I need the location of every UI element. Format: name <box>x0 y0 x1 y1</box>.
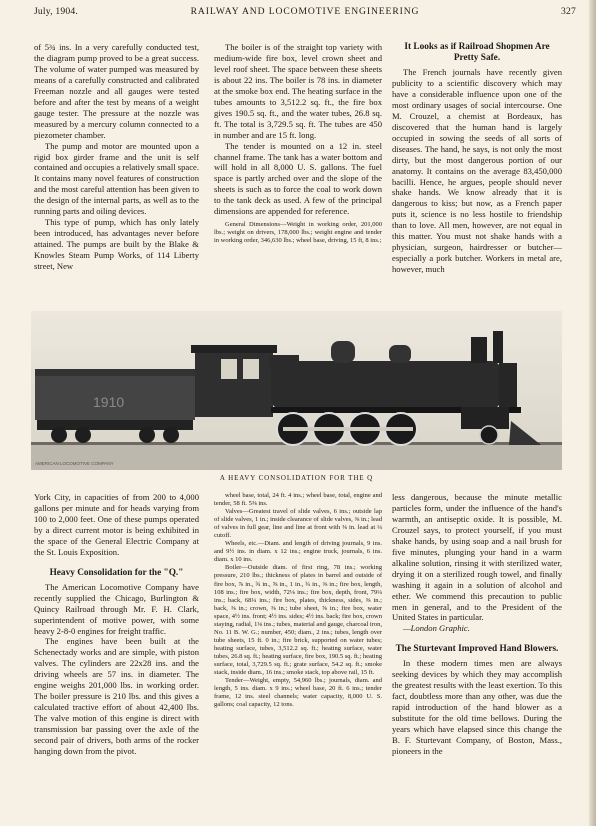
general-dimensions <box>214 221 382 245</box>
article-heading: Heavy Consolidation for the "Q." <box>49 567 184 578</box>
column-3-bottom <box>392 492 562 757</box>
source-credit: —London Graphic. <box>403 623 470 634</box>
spec-paragraph: Boiler—Outside diam. of first ring, 78 ins.; working pressure, 210 lbs.; thickness of plates in barrel and outside of fire box, ⅞ in., ¾ in., ⅝ in., 1 in., ¾ in., ⅜ in.; fire box, length, 108 ins.; fire box, width, 72⅛ ins.; fire box, depth, front, 79¼ ins.; back, 68¼ ins.; fire box, plates, thickness, sides, ⅜ in.; back, ⅜ in.; crown, ⅜ in.; tube sheet, ⅝ in.; fire box, water space, 4½ ins. front; 4½ ins. sides; 4½ ins. back; fire box, crown staying, radial, 1⅛ ins.; tubes, material and gauge, charcoal iron, No. 11 B. W. G.; number, 450; diam., 2 ins.; tubes, length over tube sheets, 15 ft. 0 in.; fire brick, supported on water tubes; heating surface, tubes, 3,512.2 sq. ft.; heating surface, water tubes, 26.8 sq. ft.; heating surface, fire box, 190.5 sq. ft.; heating surface, total, 3,729.5 sq. ft.; grate surface, 54.2 sq. ft.; smoke stack, inside diam., 16 ins.; smoke stack, top above rail, 15 ft. <box>214 564 382 677</box>
paragraph: The American Locomotive Company have recently supplied the Chicago, Burlington & Quincy Railroad through Mr. F. H. Clark, superintendent of motive power, with some heavy 2-8-0 engines for freight traffic. <box>34 581 199 636</box>
paragraph: The pump and motor are mounted upon a rigid box girder frame and the unit is self contained and occupies a relatively small space. It contains many novel features of construction and the most careful attention has been given to the design of the internal parts, as well as to the running parts and oiling devices. <box>34 140 199 217</box>
article-heading: The Sturtevant Improved Hand Blowers. <box>395 644 559 655</box>
column-2-top <box>214 42 382 245</box>
spec-paragraph: Valves—Greatest travel of slide valves, 6 ins.; outside lap of slide valves, 1 in.; inside clearance of slide valves, ⅜ in.; lead of valves in full gear, line and line at front with ⅜ in. lead at ¼ cutoff. <box>214 508 382 540</box>
paragraph: The tender is mounted on a 12 in. steel channel frame. The tank has a water bottom and will hold in all 8,000 U. S. gallons. The fuel space is partly arched over and the slope of the sheets is such as to force the coal to work down to the tank deck as used. A few of the principal dimensions are appended for reference. <box>214 140 382 217</box>
cab-number: 1910 <box>93 394 125 410</box>
running-header <box>34 6 576 20</box>
issue-date: July, 1904. <box>34 6 78 17</box>
paragraph: York City, in capacities of from 200 to 4,000 gallons per minute and for heads varying from 100 to 2,000 feet. One of these pumps operated by a direct current motor is being exhibited in the space of the General Electric Company at the St. Louis Exposition. <box>34 492 199 557</box>
spec-paragraph: Wheels, etc.—Diam. and length of driving journals, 9 ins. and 9½ ins. in diam. x 12 ins.; engine truck, journals, 6 ins. diam. x 10 ins. <box>214 540 382 564</box>
column-2-bottom <box>214 492 382 709</box>
paragraph: The boiler is of the straight top variety with medium-wide fire box, level crown sheet and level roof sheet. The space between these sheets is about 22 ins. The boiler is 78 ins. in diameter at the smoke box end. The heating surface in the tubes amounts to 3,512.2 sq. ft., the fire box gives 190.5 sq. ft., and the water tubes, 26.8 sq. ft. The total is 3,729.5 sq. ft. The tubes are 450 in number and are 15 ft. long. <box>214 42 382 140</box>
paragraph: of 5¾ ins. In a very carefully conducted test, the diagram pump proved to be a great success. The volume of water pumped was measured by means of a carefully constructed and calibrated Freeman nozzle and all gauges were tested before and after the test by means of a weight gauge tester. The pressure at the nozzle was measured by a mercury column connected to a piezometer chamber. <box>34 42 199 140</box>
spec-paragraph: Tender—Weight, empty, 54,960 lbs.; journals, diam. and length, 5 ins. diam. x 9 ins.; wheel base, 20 ft. 6 ins.; tender frame, 12 ins. steel channels; water capacity, 8,000 U. S. gallons; coal capacity, 12 tons. <box>214 677 382 709</box>
article-heading: It Looks as if Railroad Shopmen Are Pretty Safe. <box>404 42 550 63</box>
paragraph: In these modern times men are always seeking devices by which they may accomplish the greatest results with the least exertion. To this fact, doubtless more than any other, was due the rapid introduction of the hand blower as a substitute for the old time bellows. During the years which have elapsed since this change the B. F. Sturtevant Company, of Boston, Mass., pioneers in the <box>392 658 562 757</box>
locomotive-illustration <box>31 311 562 470</box>
page-number: 327 <box>561 6 576 17</box>
spec-paragraph: wheel base, total, 24 ft. 4 ins.; wheel base, total, engine and tender, 58 ft. 5⅜ ins. <box>214 492 382 508</box>
paragraph: The engines have been built at the Schenectady works and are simple, with piston valves. The cylinders are 22x28 ins. and the driving wheels are 57 ins. in diameter. The engine weighs 201,000 lbs. in working order. The boiler pressure is 210 lbs. and this gives a calculated tractive effort of about 42,400 lbs. The valve motion of this engine is direct with transmission bar passing over the axle of the second pair of drivers, both arms of the rocker hanging down from the pivot. <box>34 636 199 757</box>
journal-title: RAILWAY AND LOCOMOTIVE ENGINEERING <box>190 6 420 17</box>
column-1-top <box>34 42 199 272</box>
column-1-bottom <box>34 492 199 757</box>
paragraph: less dangerous, because the minute metallic particles form, under the influence of the hand's warmth, an antiseptic oxide. It is possible, M. Crouzel says, to protect yourself, if you must shake hands, by using soap and a nail brush for five minutes, plunging your hand in a warm alkaline solution, rinsing it with sterilized water, drying it on a sterilized rough towel, and finally washing it again in a solution of alcohol and ether. We commend this precaution to public men in general, and to the President of the United States in particular. <box>392 492 562 623</box>
column-3-top <box>392 42 562 275</box>
builder-plate: AMERICAN LOCOMOTIVE COMPANY <box>35 461 114 466</box>
spec-paragraph: General Dimensions—Weight in working order, 201,000 lbs.; weight on drivers, 178,000 lbs.; weight engine and tender in working order, 346,630 lbs.; wheel base, driving, 15 ft, 8 ins.; <box>214 221 382 245</box>
paragraph: This type of pump, which has only lately been introduced, has advantages never before attained. The pumps are built by the Blake & Knowles Steam Pump Works, of 114 Liberty street, New <box>34 217 199 272</box>
page-edge <box>589 0 596 826</box>
figure-caption: A HEAVY CONSOLIDATION FOR THE Q <box>219 474 374 482</box>
paragraph: The French journals have recently given publicity to a scientific discovery which may have a considerable influence upon one of the most ordinary usages of social intercourse. One M. Crouzel, a chemist at Bordeaux, has discovered that the human hand is largely occupied in sowing the seeds of all sorts of diseases. The hand, he says, is not only the most dirty, but the most dangerous portion of our anatomy. It contains on the average 83,450,000 bacilli. Hence, he argues, people should never shake hands. We know already that it is dangerous to kiss; but now, as a French paper puts it, science is no less hostile to friendship than to love. All men, however, are not equal in this matter. You must not shake hands with a physician, surgeon, hairdresser or butcher—especially a pork butcher. Workers in metal are, however, much <box>392 67 562 275</box>
locomotive-drawing <box>31 311 562 470</box>
